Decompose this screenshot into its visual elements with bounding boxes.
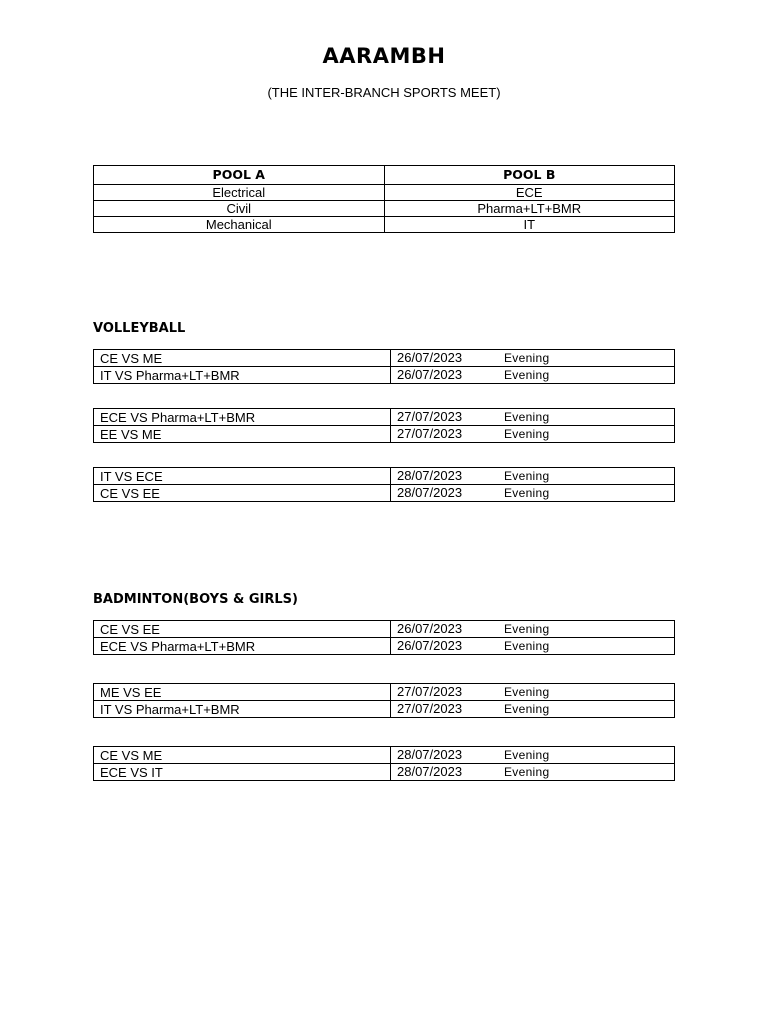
match-slot: Evening [504,622,550,636]
match-teams: IT VS Pharma+LT+BMR [94,367,391,384]
match-slot: Evening [504,410,550,424]
match-date: 27/07/2023 [397,701,463,716]
pools-row [94,201,675,217]
match-date: 28/07/2023 [397,485,463,500]
match-slot: Evening [504,469,550,483]
volleyball-schedule-table-day1 [93,349,675,384]
pool-b-team: IT [384,217,675,233]
match-row [94,468,675,485]
match-row [94,638,675,655]
match-teams: ME VS EE [94,684,391,701]
volleyball-schedule-table-day2 [93,408,675,443]
match-slot: Evening [504,639,550,653]
match-date: 27/07/2023 [397,409,463,424]
pools-row [94,185,675,201]
match-time [391,764,675,781]
match-row [94,701,675,718]
match-slot: Evening [504,702,550,716]
match-slot: Evening [504,685,550,699]
match-row [94,764,675,781]
match-slot: Evening [504,765,550,779]
volleyball-schedule-table-day3 [93,467,675,502]
match-time [391,426,675,443]
match-date: 28/07/2023 [397,747,463,762]
pool-a-team: Civil [94,201,385,217]
match-time [391,747,675,764]
match-date: 26/07/2023 [397,638,463,653]
match-date: 28/07/2023 [397,764,463,779]
badminton-schedule-table-day1 [93,620,675,655]
volleyball-heading: VOLLEYBALL [93,321,186,336]
match-row [94,350,675,367]
match-slot: Evening [504,486,550,500]
match-time [391,485,675,502]
match-time [391,350,675,367]
match-teams: CE VS EE [94,621,391,638]
match-teams: ECE VS IT [94,764,391,781]
pool-a-team: Mechanical [94,217,385,233]
match-teams: ECE VS Pharma+LT+BMR [94,409,391,426]
match-time [391,701,675,718]
pools-table [93,165,675,233]
match-date: 26/07/2023 [397,367,463,382]
match-date: 26/07/2023 [397,621,463,636]
pool-b-team: Pharma+LT+BMR [384,201,675,217]
page-title: AARAMBH [322,44,446,68]
match-row [94,426,675,443]
match-time [391,684,675,701]
match-teams: CE VS ME [94,350,391,367]
match-teams: CE VS EE [94,485,391,502]
pool-b-header: POOL B [384,166,675,185]
pool-a-header: POOL A [94,166,385,185]
pools-row [94,217,675,233]
match-slot: Evening [504,368,550,382]
pool-b-team: ECE [384,185,675,201]
pool-a-team: Electrical [94,185,385,201]
badminton-heading: BADMINTON(BOYS & GIRLS) [93,592,298,607]
match-row [94,409,675,426]
badminton-schedule-table-day2 [93,683,675,718]
match-teams: EE VS ME [94,426,391,443]
match-slot: Evening [504,427,550,441]
match-date: 27/07/2023 [397,426,463,441]
match-slot: Evening [504,351,550,365]
match-time [391,367,675,384]
match-row [94,747,675,764]
match-row [94,621,675,638]
match-time [391,621,675,638]
match-teams: IT VS ECE [94,468,391,485]
match-date: 26/07/2023 [397,350,463,365]
match-slot: Evening [504,748,550,762]
match-row [94,684,675,701]
match-time [391,638,675,655]
match-time [391,468,675,485]
match-date: 28/07/2023 [397,468,463,483]
match-teams: ECE VS Pharma+LT+BMR [94,638,391,655]
match-teams: IT VS Pharma+LT+BMR [94,701,391,718]
badminton-schedule-table-day3 [93,746,675,781]
page-subtitle: (THE INTER-BRANCH SPORTS MEET) [267,85,501,100]
match-time [391,409,675,426]
match-row [94,485,675,502]
match-teams: CE VS ME [94,747,391,764]
pools-header-row [94,166,675,185]
match-row [94,367,675,384]
match-date: 27/07/2023 [397,684,463,699]
